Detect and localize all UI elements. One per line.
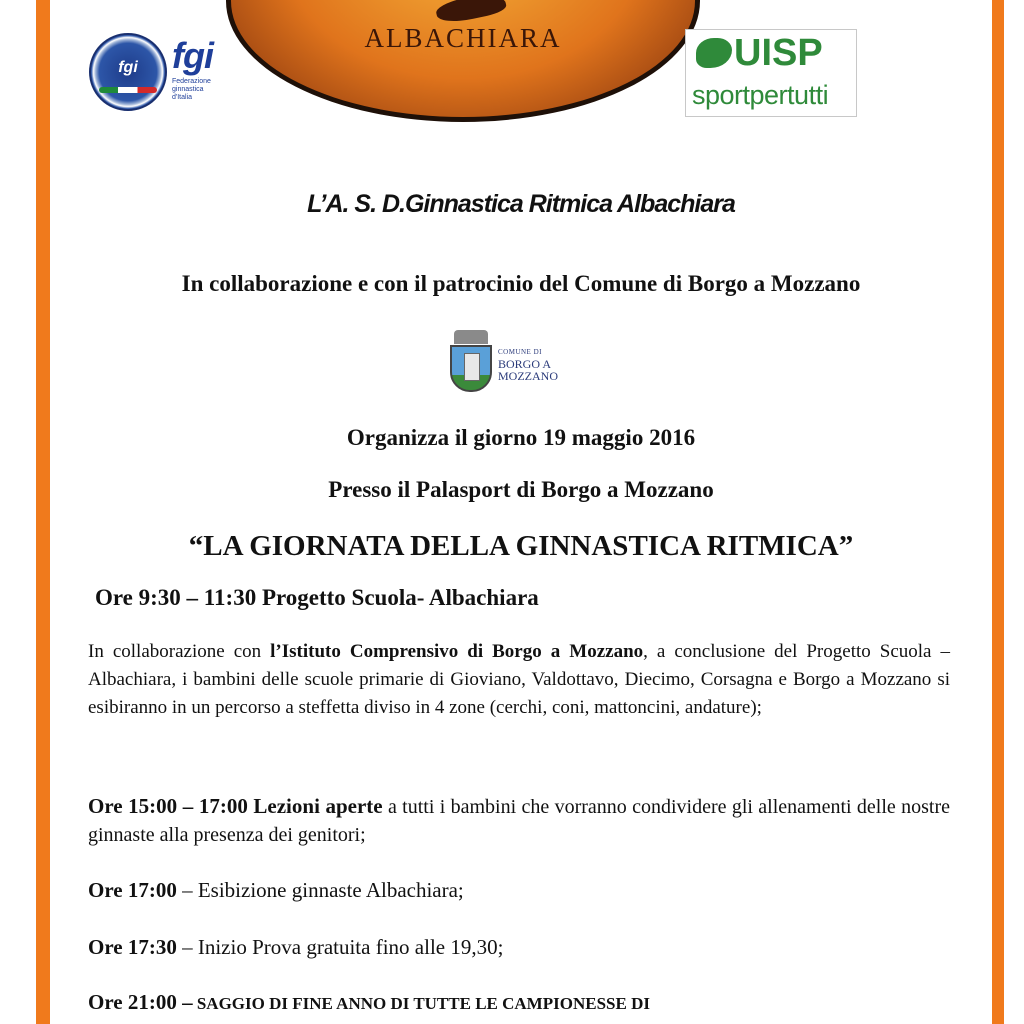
p1-intro: In collaborazione con xyxy=(88,641,271,662)
fgi-logo-mark: fgi xyxy=(172,35,213,76)
collaboration-line: In collaborazione e con il patrocinio del Comune di Borgo a Mozzano xyxy=(181,271,861,296)
schedule-item xyxy=(88,990,650,1015)
schedule-item xyxy=(88,935,503,960)
p1-school-name: l’Istituto Comprensivo di Borgo a Mozzano xyxy=(270,641,644,662)
schedule-time: Ore 17:00 xyxy=(88,878,177,902)
session1-heading: Ore 9:30 – 11:30 Progetto Scuola- Albachiara xyxy=(95,585,539,610)
italian-flag-icon xyxy=(99,87,157,93)
comune-line1: BORGO A xyxy=(498,357,552,371)
session2-description xyxy=(88,792,950,849)
p2-rest: a tutti i bambini che vorranno condividere gli allenamenti delle nostre ginnaste alla presenza dei genitori; xyxy=(88,796,950,846)
event-venue: Presso il Palasport di Borgo a Mozzano xyxy=(328,477,714,502)
uisp-subtitle: sportpertutti xyxy=(692,80,829,110)
p2-time-title: Ore 15:00 – 17:00 Lezioni aperte xyxy=(88,794,383,818)
p1-rest: , a conclusione del Progetto Scuola – Albachiara, i bambini delle scuole primarie di Gioviano, Valdottavo, Diecimo, Corsagna e Borgo a Mozzano si esibiranno in un percorso a steffetta diviso in 4 zone (cerchi, coni, mattoncini, andature); xyxy=(88,641,950,718)
fgi-seal-text: fgi xyxy=(118,59,138,76)
comune-line2: MOZZANO xyxy=(498,369,558,383)
schedule-text: SAGGIO DI FINE ANNO DI TUTTE LE CAMPIONESSE DI xyxy=(192,994,650,1013)
event-date: Organizza il giorno 19 maggio 2016 xyxy=(346,425,696,450)
fgi-logo xyxy=(172,35,232,102)
crown-icon xyxy=(454,330,488,344)
left-orange-border xyxy=(36,0,50,1024)
fgi-logo-caption: Federazione ginnastica d'Italia xyxy=(172,78,211,101)
event-title: “LA GIORNATA DELLA GINNASTICA RITMICA” xyxy=(188,530,854,562)
comune-logo-text xyxy=(498,346,588,382)
comune-logo xyxy=(450,330,585,394)
right-orange-border xyxy=(992,0,1004,1024)
shield-icon xyxy=(450,345,492,392)
schedule-item xyxy=(88,878,464,903)
uisp-runner-icon xyxy=(696,38,732,68)
schedule-time: Ore 17:30 xyxy=(88,935,177,959)
schedule-text: – Inizio Prova gratuita fino alle 19,30; xyxy=(176,935,504,959)
albachiara-logo-text: ALBACHIARA xyxy=(364,23,562,53)
albachiara-logo xyxy=(226,0,700,122)
session1-description xyxy=(88,638,950,722)
association-name: L’A. S. D.Ginnastica Ritmica Albachiara xyxy=(307,190,735,218)
uisp-logo xyxy=(685,29,857,117)
comune-small-label: COMUNE DI xyxy=(498,348,542,356)
uisp-title: UISP xyxy=(734,32,823,74)
schedule-text: – Esibizione ginnaste Albachiara; xyxy=(176,878,464,902)
schedule-time: Ore 21:00 – xyxy=(88,990,193,1014)
tower-icon xyxy=(464,353,480,381)
fgi-seal-logo xyxy=(89,33,167,111)
